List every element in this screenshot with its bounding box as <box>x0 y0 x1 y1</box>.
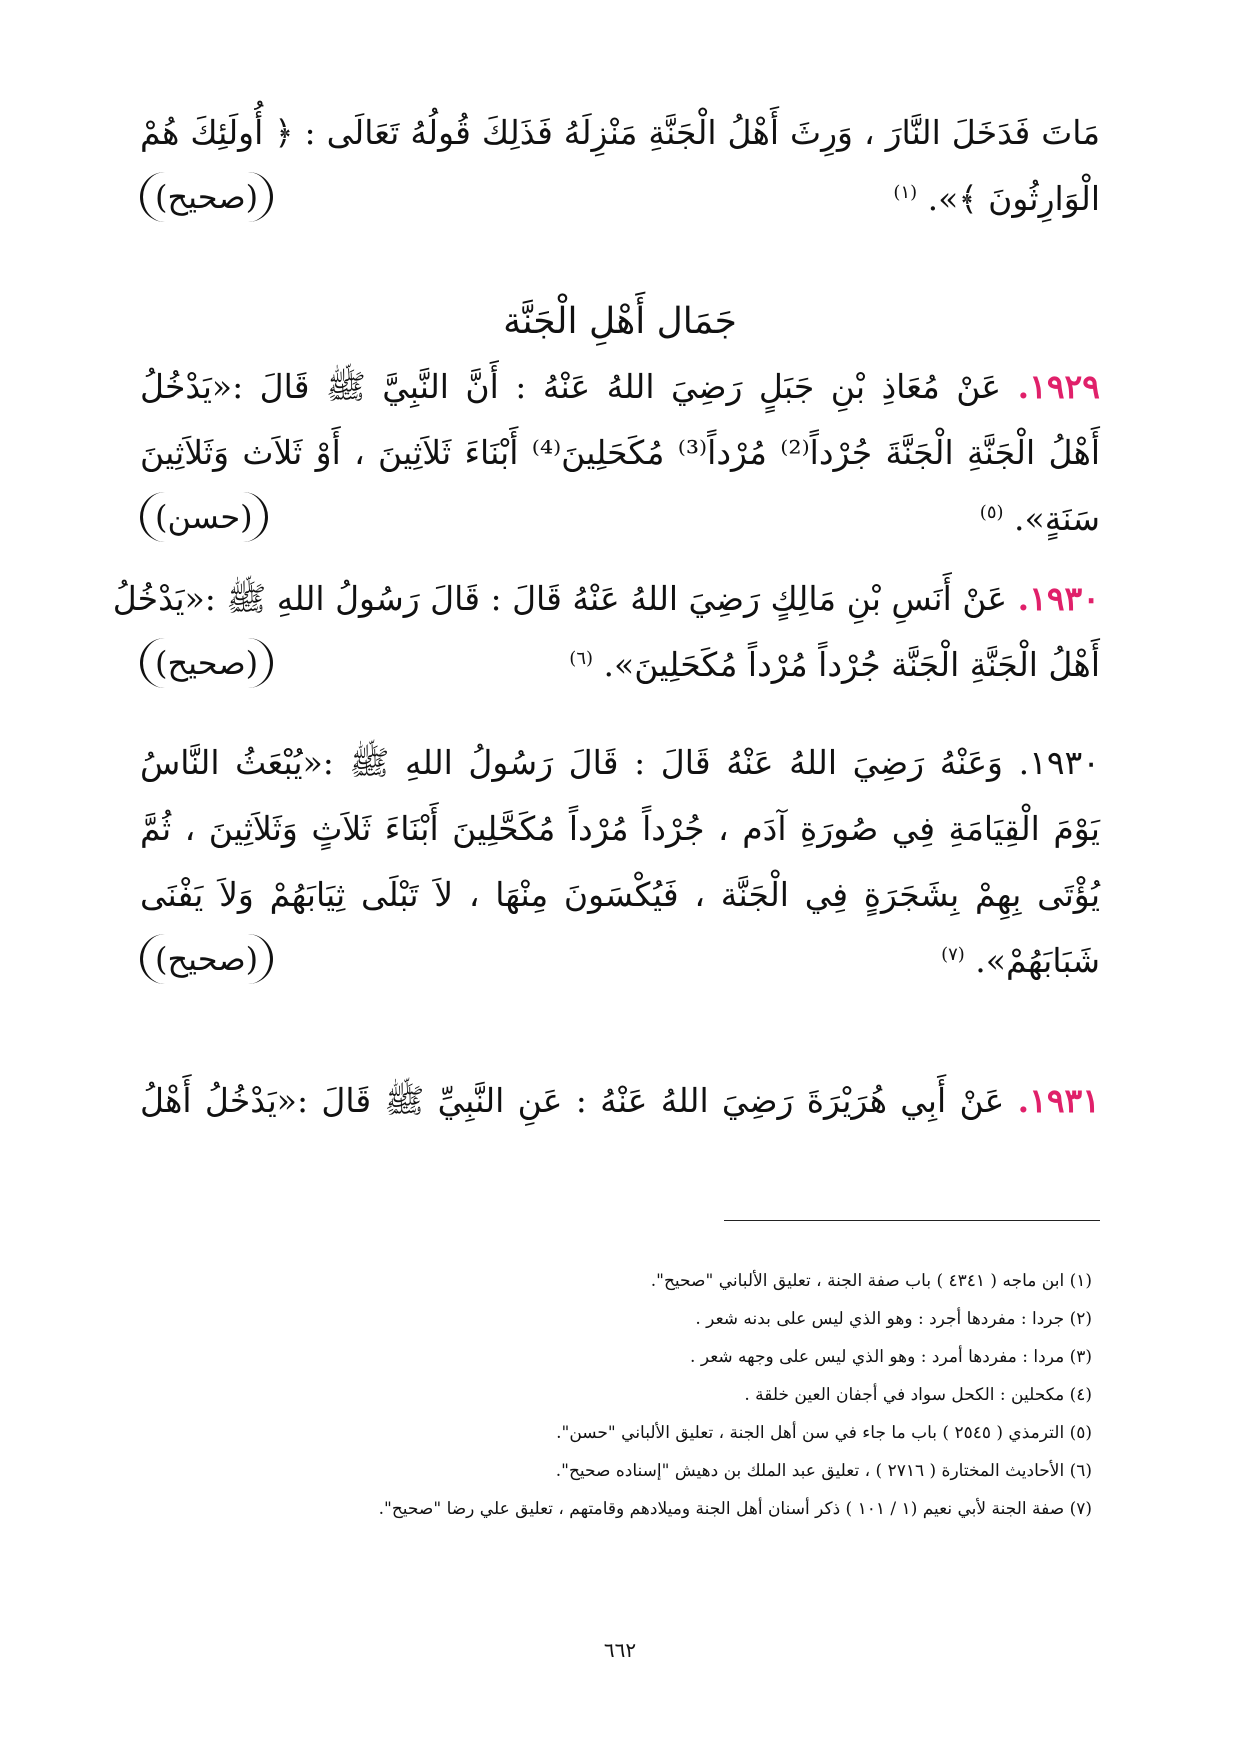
hadith-1929-line-3 <box>140 486 1100 552</box>
hadith-1931 <box>140 1068 1100 1134</box>
page-number: ٦٦٢ <box>603 1638 637 1662</box>
hadith-number: ١٩٣١. <box>1017 1081 1100 1120</box>
hadith-text: عَنْ أَنَسِ بْنِ مَالِكٍ رَضِيَ اللهُ عَنْهُ قَالَ : قَالَ رَسُولُ اللهِ ﷺ :«يَدْخُلُ <box>112 579 1008 618</box>
footnote-5: (٥) الترمذي ( ٢٥٤٥ ) باب ما جاء في سن أهل الجنة ، تعليق الألباني "حسن". <box>556 1423 1092 1443</box>
footnote-ref-7: (٧) <box>941 944 965 965</box>
footnote-1: (١) ابن ماجه ( ٤٣٤١ ) باب صفة الجنة ، تعليق الألباني "صحيح". <box>650 1271 1092 1291</box>
hadith-1930-line-2 <box>140 632 1100 698</box>
hadith-text: عَنْ مُعَاذِ بْنِ جَبَلٍ رَضِيَ اللهُ عَنْهُ : أَنَّ النَّبِيَّ ﷺ قَالَ :«يَدْخُلُ <box>140 367 1002 406</box>
hadith-number: ١٩٢٩. <box>1017 367 1100 406</box>
footnote-2: (٢) جردا : مفردها أجرد : وهو الذي ليس على بدنه شعر . <box>695 1309 1092 1329</box>
hadith-1929-line-1 <box>140 354 1100 420</box>
hadith-text: عَنْ أَبِي هُرَيْرَةَ رَضِيَ اللهُ عَنْهُ : عَنِ النَّبِيِّ ﷺ قَالَ :«يَدْخُلُ أَهْلُ <box>140 1081 1005 1120</box>
grade-badge-intro: (صحيح) <box>140 172 273 222</box>
intro-line-2 <box>140 166 1100 232</box>
hadith-1930b-line-1 <box>140 730 1100 796</box>
intro-line-2-text: الْوَارِثُونَ ﴾». <box>927 179 1100 218</box>
footnote-separator <box>724 1220 1100 1221</box>
hadith-1930 <box>112 566 1100 698</box>
hadith-1929-line-2: أَهْلُ الْجَنَّةِ الْجَنَّةَ جُرْداً⁽²⁾ مُرْداً⁽³⁾ مُكَحَلِينَ⁽⁴⁾ أَبْنَاءَ ثَلاَثِينَ ، أَوْ ثَلاَث وَثَلاَثِينَ <box>140 433 1101 472</box>
footnote-ref-5: (٥) <box>979 502 1004 523</box>
section-title: جَمَال أَهْلِ الْجَنَّة <box>503 301 737 342</box>
footnote-4: (٤) مكحلين : الكحل سواد في أجفان العين خلقة . <box>744 1385 1092 1405</box>
footnotes <box>132 1262 1092 1528</box>
hadith-text: سَنَةٍ». <box>1014 499 1100 538</box>
intro-line-1: مَاتَ فَدَخَلَ النَّارَ ، وَرِثَ أَهْلُ الْجَنَّةِ مَنْزِلَهُ فَذَلِكَ قُولُهُ تَعَالَى : ﴿ أُولَئِكَ هُمْ <box>140 113 1100 152</box>
hadith-1930b-line-2: يَوْمَ الْقِيَامَةِ فِي صُورَةِ آدَم ، جُرْداً مُرْداً مُكَحَّلِينَ أَبْنَاءَ ثَلاَثٍ وَثَلاَثِينَ ، ثُمَّ <box>140 809 1100 848</box>
hadith-1929 <box>140 354 1100 552</box>
hadith-number: ١٩٣٠. <box>1018 743 1100 782</box>
hadith-number: ١٩٣٠. <box>1017 579 1100 618</box>
hadith-1930-line-1 <box>112 566 1100 632</box>
hadith-1931-line-1 <box>140 1068 1100 1134</box>
hadith-1930-b <box>140 730 1100 994</box>
footnote-3: (٣) مردا : مفردها أمرد : وهو الذي ليس على وجهه شعر . <box>690 1347 1092 1367</box>
hadith-text: وَعَنْهُ رَضِيَ اللهُ عَنْهُ قَالَ : قَالَ رَسُولُ اللهِ ﷺ :«يُبْعَثُ النَّاسُ <box>140 743 1003 782</box>
grade-badge: (حسن) <box>140 492 268 542</box>
footnote-7: (٧) صفة الجنة لأبي نعيم (١ / ١٠١ ) ذكر أسنان أهل الجنة وميلادهم وقامتهم ، تعليق علي رضا "صحيح". <box>378 1499 1092 1519</box>
hadith-text: شَبَابَهُمْ». <box>975 941 1100 980</box>
grade-badge: (صحيح) <box>140 638 273 688</box>
hadith-1930b-line-4 <box>140 928 1100 994</box>
hadith-text: أَهْلُ الْجَنَّةِ الْجَنَّة جُرْداً مُرْداً مُكَحَلِينَ». <box>603 645 1100 684</box>
hadith-1930b-line-3: يُؤْتَى بِهِمْ بِشَجَرَةٍ فِي الْجَنَّة ، فَيُكْسَونَ مِنْهَا ، لاَ تَبْلَى ثِيَابَهُمْ وَلاَ يَفْنَى <box>140 875 1100 914</box>
footnote-ref-1: (١) <box>893 182 918 203</box>
footnote-6: (٦) الأحاديث المختارة ( ٢٧١٦ ) ، تعليق عبد الملك بن دهيش "إسناده صحيح". <box>555 1461 1092 1481</box>
intro-block <box>140 100 1100 232</box>
footnote-ref-6: (٦) <box>569 648 594 669</box>
grade-badge: (صحيح) <box>140 934 273 984</box>
